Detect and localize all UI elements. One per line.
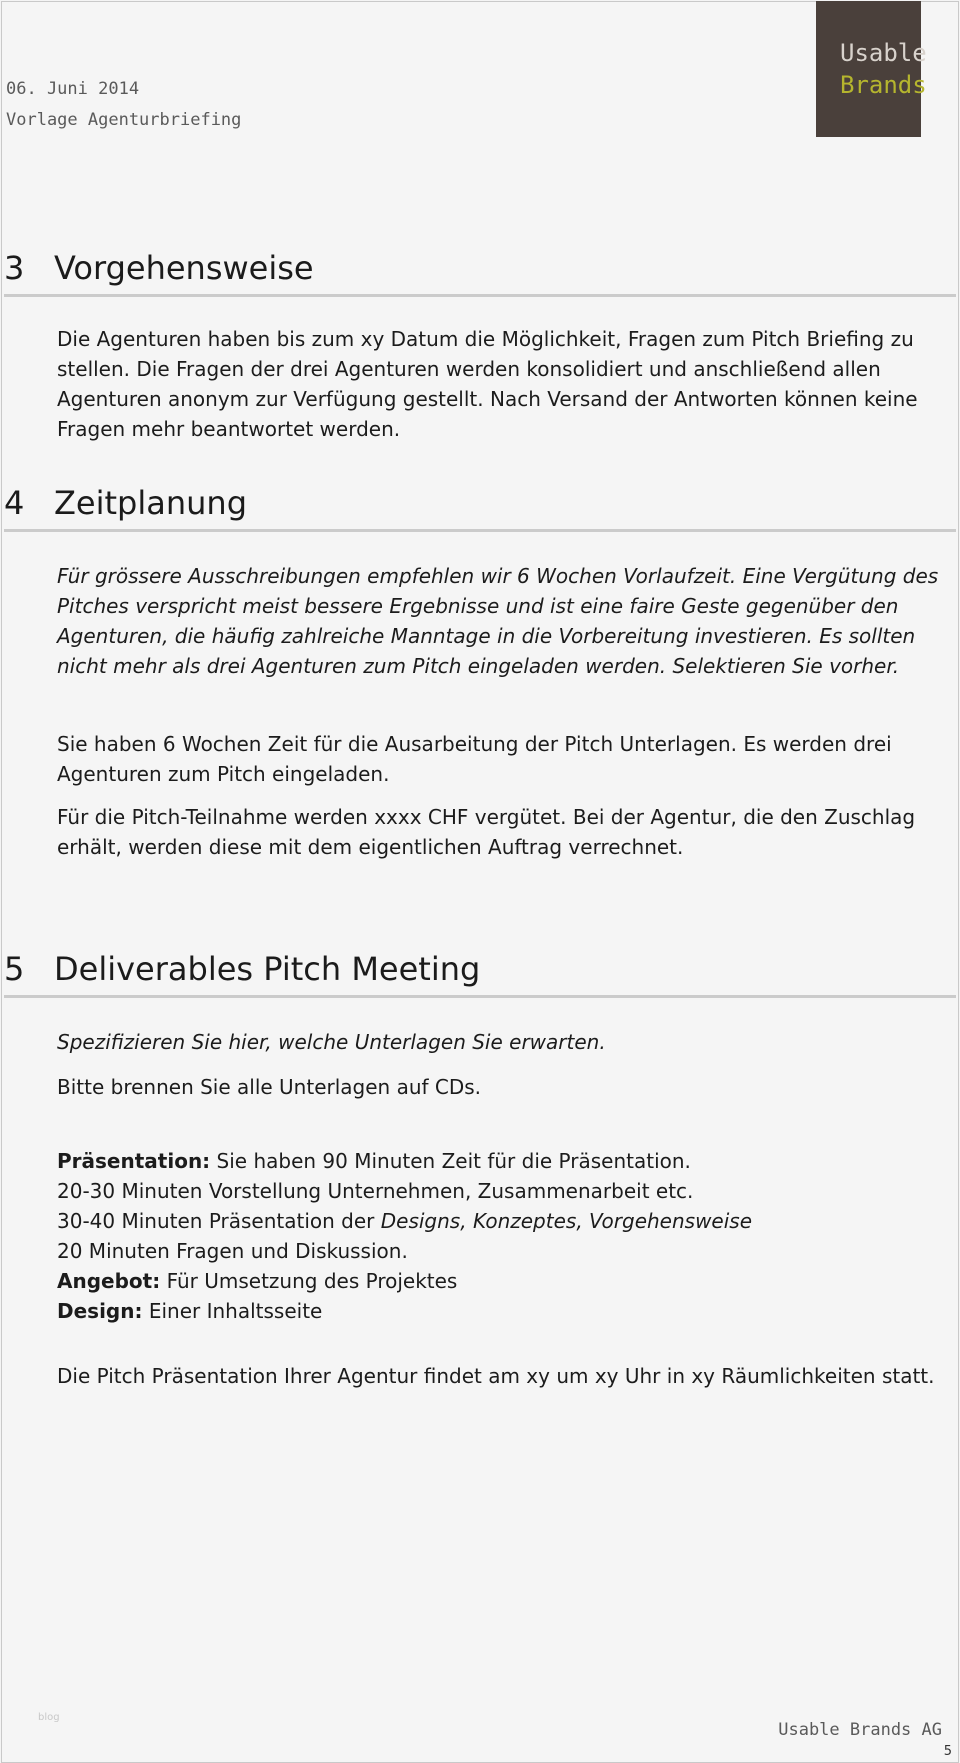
section-5-closing: Die Pitch Präsentation Ihrer Agentur findet am xy um xy Uhr in xy Räumlichkeiten statt. [57, 1364, 935, 1388]
section-heading-4 [4, 483, 956, 532]
angebot-text: Für Umsetzung des Projektes [160, 1269, 458, 1293]
line-20-30: 20-30 Minuten Vorstellung Unternehmen, Zusammenarbeit etc. [57, 1179, 694, 1203]
section-5-cd-note: Bitte brennen Sie alle Unterlagen auf CDs. [57, 1075, 482, 1099]
usable-brands-logo [816, 1, 927, 137]
line-30-40 [57, 1206, 957, 1236]
praesentation-text: Sie haben 90 Minuten Zeit für die Präsentation. [210, 1149, 691, 1173]
section-number: 4 [4, 484, 25, 522]
line-20: 20 Minuten Fragen und Diskussion. [57, 1239, 408, 1263]
faint-watermark: blog [38, 1712, 60, 1723]
design-label: Design: [57, 1299, 143, 1323]
footer-company: Usable Brands AG [778, 1720, 942, 1740]
section-title: Zeitplanung [54, 484, 248, 522]
section-3-paragraph: Die Agenturen haben bis zum xy Datum die Möglichkeit, Fragen zum Pitch Briefing zu stellen. Die Fragen der drei Agenturen werden konsolidiert und anschließend allen Agenturen anonym zur Verfügung gestellt. Nach Versand der Antworten können keine Fragen mehr beantwortet werden. [57, 327, 918, 441]
praesentation-line [57, 1146, 957, 1176]
design-text: Einer Inhaltsseite [142, 1299, 323, 1323]
section-number: 3 [4, 249, 25, 287]
section-4-paragraph-1: Sie haben 6 Wochen Zeit für die Ausarbeitung der Pitch Unterlagen. Es werden drei Agenturen zum Pitch eingeladen. [57, 732, 892, 786]
section-title: Deliverables Pitch Meeting [54, 950, 481, 988]
section-4-paragraph-2: Für die Pitch-Teilnahme werden xxxx CHF vergütet. Bei der Agentur, die den Zuschlag erhält, werden diese mit dem eigentlichen Auftrag verrechnet. [57, 805, 916, 859]
section-heading-3 [4, 248, 956, 297]
section-number: 5 [4, 950, 25, 988]
page-number: 5 [943, 1744, 952, 1759]
section-title: Vorgehensweise [54, 249, 314, 287]
document-date: 06. Juni 2014 [6, 79, 140, 99]
angebot-line [57, 1266, 957, 1296]
design-line [57, 1296, 957, 1326]
section-heading-5 [4, 949, 956, 998]
praesentation-label: Präsentation: [57, 1149, 211, 1173]
line-30-40-prefix: 30-40 Minuten Präsentation der [57, 1209, 381, 1233]
document-title: Vorlage Agenturbriefing [6, 110, 242, 130]
section-5-intro: Spezifizieren Sie hier, welche Unterlagen Sie erwarten. [57, 1030, 606, 1054]
logo-line-2: Brands [840, 71, 927, 99]
logo-line-1: Usable [840, 39, 927, 67]
section-4-italic-paragraph: Für grössere Ausschreibungen empfehlen wir 6 Wochen Vorlaufzeit. Eine Vergütung des Pitches verspricht meist bessere Ergebnisse und ist eine faire Geste gegenüber den Agenturen, die häufig zahlreiche Manntage in die Vorbereitung investieren. Es sollten nicht mehr als drei Agenturen zum Pitch eingeladen werden. Selektieren Sie vorher. [57, 564, 939, 678]
document-header [6, 74, 241, 136]
deliverables-list [57, 1146, 957, 1326]
line-30-40-italic: Designs, Konzeptes, Vorgehensweise [380, 1209, 753, 1233]
angebot-label: Angebot: [57, 1269, 161, 1293]
